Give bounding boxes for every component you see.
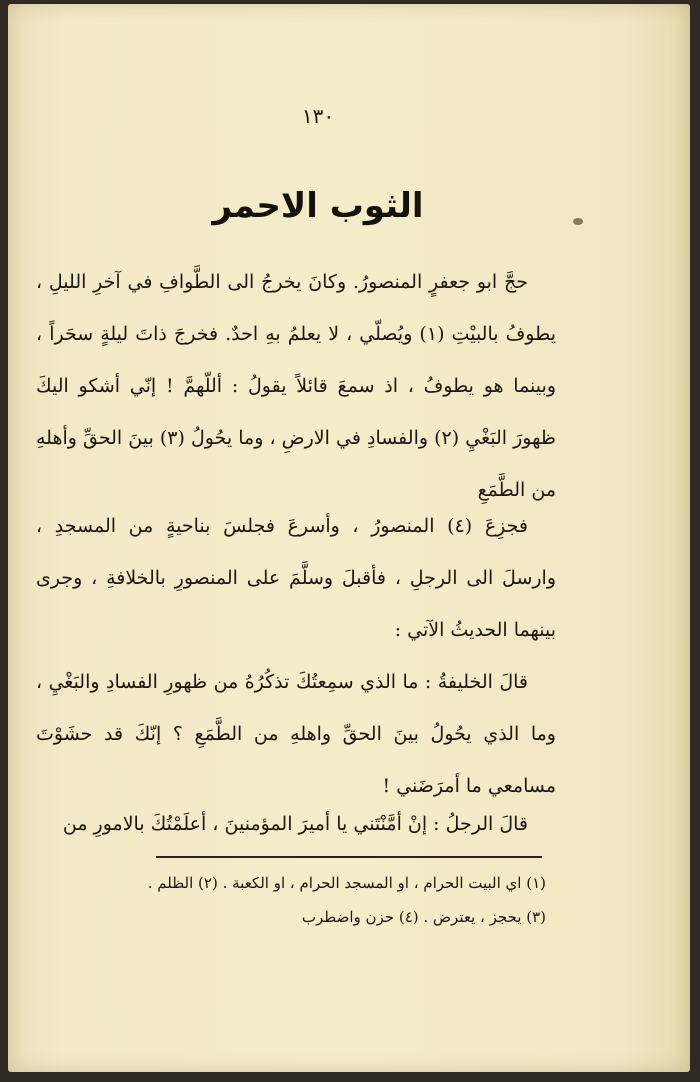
chapter-title: الثوب الاحمر — [212, 186, 424, 226]
book-page — [8, 4, 690, 1072]
paragraph-1 — [36, 256, 556, 516]
footnotes — [36, 866, 546, 934]
paragraph-text: قالَ الخليفةُ : ما الذي سمِعتُكَ تذكُرُهُ من ظهورِ الفسادِ والبَغْيِ ، وما الذي يحُولُ بينَ الحقِّ واهلهِ من الطَّمَعِ ؟ إنّكَ قد حشَوْتَ مسامعي ما أمرَضَني ! — [36, 671, 556, 797]
paragraph-text: حجَّ ابو جعفرٍ المنصورُ. وكانَ يخرجُ الى الطَّوافِ في آخرِ الليلِ ، يطوفُ بالبيْتِ (١) ويُصلّي ، لا يعلمُ بهِ احدٌ. فخرجَ ذاتَ ليلةٍ سحَراً ، وبينما هو يطوفُ ، اذ سمعَ قائلاً يقولُ : أللّهمَّ ! إنّي أشكو اليكَ ظهورَ البَغْيِ (٢) والفسادِ في الارضِ ، وما يحُولُ (٣) بينَ الحقِّ وأهلهِ من الطَّمَعِ — [36, 271, 556, 501]
paragraph-4 — [36, 798, 556, 850]
paragraph-2 — [36, 500, 556, 656]
footnote-line-1: (١) اي البيت الحرام ، او المسجد الحرام ، او الكعبة . (٢) الظلم . — [147, 874, 546, 892]
footnote-divider — [156, 856, 542, 858]
paragraph-3 — [36, 656, 556, 812]
footnote-line-2: (٣) يحجز ، يعترض . (٤) حزن واضطرب — [301, 908, 546, 926]
page-number: ١٣٠ — [301, 104, 335, 128]
paragraph-text: قالَ الرجلُ : إنْ أمَّنْتَني يا أميرَ المؤمنينَ ، أعلَمْتُكَ بالامورِ من — [62, 813, 528, 835]
paragraph-text: فجزِعَ (٤) المنصورُ ، وأسرعَ فجلسَ بناحيةٍ من المسجدِ ، وارسلَ الى الرجلِ ، فأقبلَ وسلَّمَ على المنصورِ بالخلافةِ ، وجرى بينهما الحديثُ الآتي : — [36, 515, 556, 641]
